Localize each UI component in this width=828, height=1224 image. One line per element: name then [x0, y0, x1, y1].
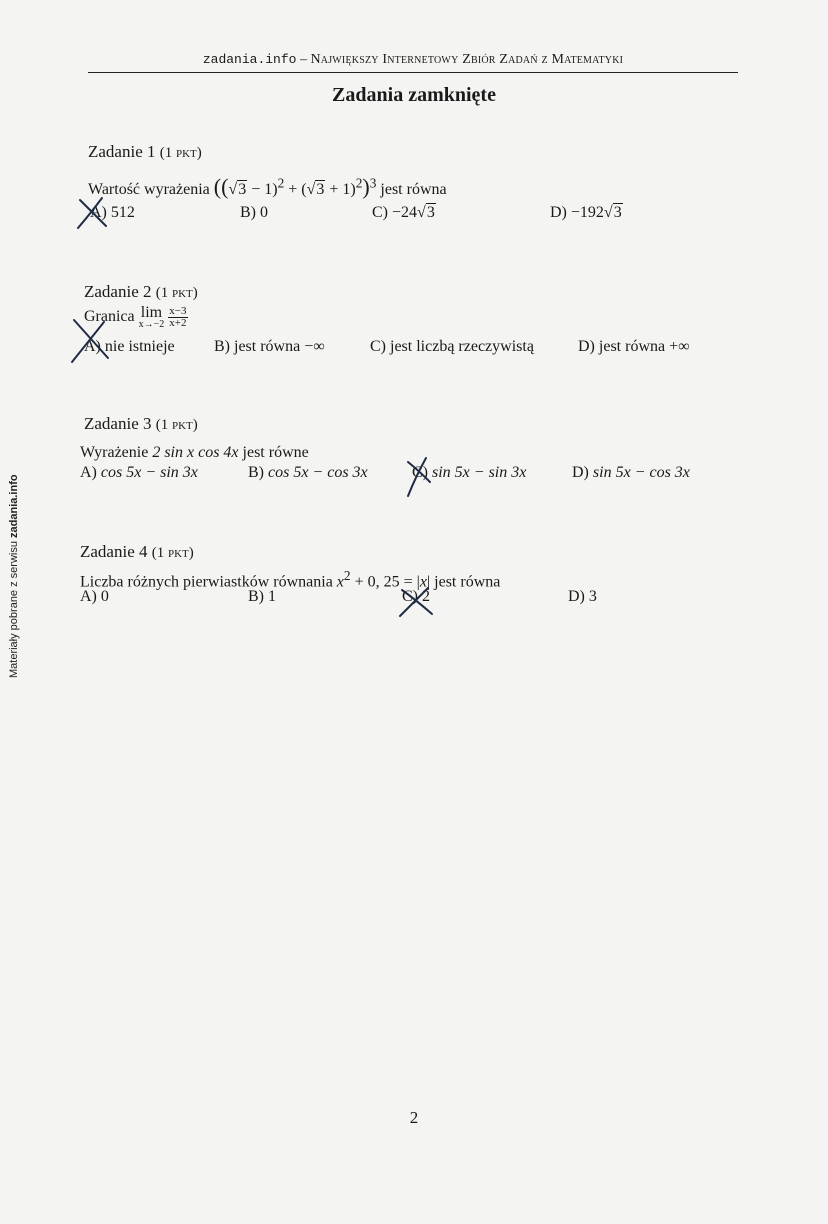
task-1-intro: Wartość wyrażenia — [88, 181, 210, 198]
header-site: zadania.info — [202, 52, 297, 67]
task-4-option-d[interactable]: D) 3 — [568, 588, 597, 605]
task-1-expr-part1: − 1) — [247, 181, 278, 198]
page-header — [88, 52, 738, 68]
task-1-option-c[interactable]: C) −24√3 — [372, 204, 435, 221]
header-rule — [88, 72, 738, 73]
task-2-frac-den: x+2 — [169, 317, 187, 329]
task-4-intro: Liczba różnych pierwiastków równania — [80, 573, 333, 591]
task-4-expr-x: x — [336, 573, 344, 591]
task-4-expr-abs: x — [419, 573, 427, 591]
task-2-option-d[interactable]: D) jest równa +∞ — [578, 338, 690, 355]
task-1-expr-cube: 3 — [369, 175, 377, 191]
task-4-expr-end: | — [426, 573, 431, 591]
task-4-option-c[interactable]: C) 2 — [402, 588, 430, 605]
page-number: 2 — [409, 1108, 419, 1127]
task-2-option-b[interactable]: B) jest równa −∞ — [214, 338, 325, 355]
task-4-answer-cross-mark — [398, 586, 438, 618]
task-1-expr-part2: + 1) — [325, 181, 356, 198]
task-2-fraction — [168, 306, 187, 329]
task-4-outro: jest równa — [434, 573, 501, 591]
task-1-heading — [88, 142, 202, 162]
task-1-option-b[interactable]: B) 0 — [240, 204, 268, 221]
task-1-expr-close: ) — [362, 174, 370, 199]
header-tagline: Największy Internetowy Zbiór Zadań z Matematyki — [310, 52, 624, 67]
task-1-expr-sqrt1: 3 — [238, 181, 247, 198]
task-2-answer-cross-mark — [70, 318, 114, 366]
task-3-option-c[interactable]: C) sin 5x − sin 3x — [412, 464, 527, 481]
task-4-expr-rest: + 0, 25 = | — [350, 573, 420, 591]
task-3-label: Zadanie 3 — [84, 414, 152, 433]
task-4-points: (1 pkt) — [151, 545, 194, 561]
task-3-option-a[interactable]: A) cos 5x − sin 3x — [80, 464, 198, 481]
task-2-intro: Granica — [84, 308, 135, 326]
task-1-expr-sqrt2: 3 — [316, 181, 325, 198]
task-3-option-d[interactable]: D) sin 5x − cos 3x — [572, 464, 690, 481]
task-4-option-a[interactable]: A) 0 — [80, 588, 109, 605]
task-2-frac-num: x−3 — [169, 305, 187, 317]
task-2-option-a[interactable]: A) nie istnieje — [84, 338, 175, 355]
task-3-answer-cross-mark — [404, 456, 434, 498]
task-3-heading — [84, 414, 198, 434]
task-2-option-c[interactable]: C) jest liczbą rzeczywistą — [370, 338, 534, 355]
task-1-label: Zadanie 1 — [88, 142, 156, 161]
header-separator: – — [296, 52, 311, 67]
task-2-heading — [84, 282, 198, 302]
task-1-expr-open: (( — [213, 174, 229, 199]
task-3-intro: Wyrażenie — [80, 444, 149, 461]
task-2-limit — [139, 306, 165, 330]
task-1-expr-plus: + ( — [284, 181, 307, 198]
task-3-expr: 2 sin x cos 4x — [152, 444, 239, 461]
task-1-outro: jest równa — [380, 181, 447, 198]
task-1-points: (1 pkt) — [159, 145, 202, 161]
task-2-lim-label: lim — [140, 304, 163, 321]
task-2-points: (1 pkt) — [155, 285, 198, 301]
task-1-option-a[interactable]: A) 512 — [90, 204, 135, 221]
task-1-expr-sq1: 2 — [277, 175, 285, 191]
task-4-expr-pow: 2 — [343, 568, 351, 583]
task-2-lim-sub: x→−2 — [138, 319, 165, 330]
task-1-expr-sq2: 2 — [355, 175, 363, 191]
task-3-option-b[interactable]: B) cos 5x − cos 3x — [248, 464, 368, 481]
page-title: Zadania zamknięte — [332, 84, 496, 106]
task-3-question — [80, 444, 309, 462]
task-1-answer-cross-mark — [76, 196, 110, 232]
task-3-points: (1 pkt) — [155, 417, 198, 433]
task-2-label: Zadanie 2 — [84, 282, 152, 301]
task-4-label: Zadanie 4 — [80, 542, 148, 561]
task-1-option-d[interactable]: D) −192√3 — [550, 204, 622, 221]
side-note-site: zadania.info — [8, 474, 20, 538]
task-4-heading — [80, 542, 194, 562]
task-4-option-b[interactable]: B) 1 — [248, 588, 276, 605]
side-note-prefix: Materiały pobrane z serwisu — [8, 537, 20, 678]
side-note — [8, 438, 20, 678]
task-3-outro: jest równe — [242, 444, 309, 461]
task-1-question: Wartość wyrażenia $((√3 - 1)^2 + (√3 + 1)^2)^3$ jest równa — [88, 174, 447, 199]
